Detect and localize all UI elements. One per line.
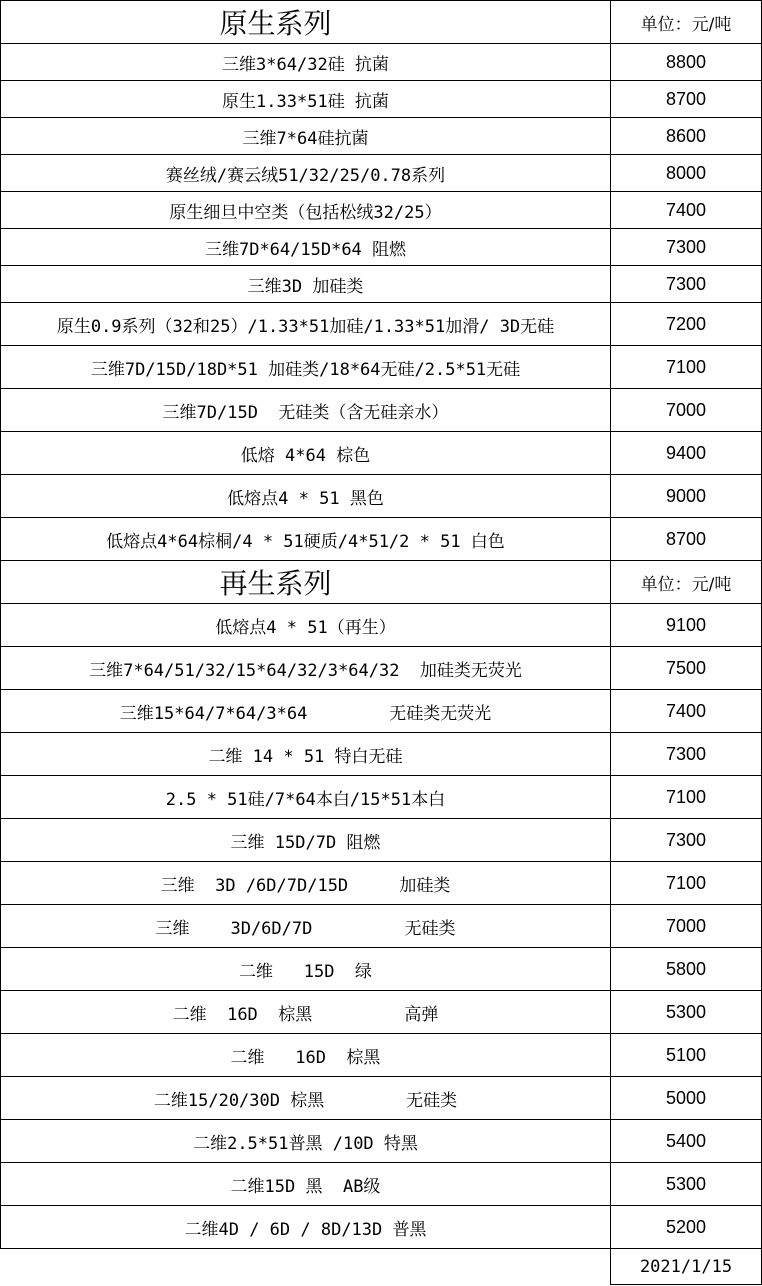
product-price: 8600 (611, 118, 762, 155)
table-row (1, 1034, 762, 1077)
table-row (1, 862, 762, 905)
unit-label: 单位：元/吨 (611, 1, 762, 44)
date-label: 2021/1/15 (611, 1249, 762, 1285)
product-name: 三维3*64/32硅 抗菌 (1, 44, 611, 81)
product-name: 二维 14 * 51 特白无硅 (1, 733, 611, 776)
table-row (1, 518, 762, 561)
product-price: 5200 (611, 1206, 762, 1249)
product-name: 三维7*64/51/32/15*64/32/3*64/32 加硅类无荧光 (1, 647, 611, 690)
product-name: 二维 15D 绿 (1, 948, 611, 991)
table-row (1, 389, 762, 432)
section-header-row (1, 561, 762, 604)
product-name: 三维 15D/7D 阻燃 (1, 819, 611, 862)
product-name: 二维2.5*51普黑 /10D 特黑 (1, 1120, 611, 1163)
product-name: 三维3D 加硅类 (1, 266, 611, 303)
table-row (1, 44, 762, 81)
product-name: 低熔点4 * 51（再生） (1, 604, 611, 647)
product-price: 5000 (611, 1077, 762, 1120)
product-price: 9100 (611, 604, 762, 647)
table-row (1, 948, 762, 991)
table-row (1, 229, 762, 266)
table-row (1, 819, 762, 862)
product-price: 7000 (611, 905, 762, 948)
product-name: 二维4D / 6D / 8D/13D 普黑 (1, 1206, 611, 1249)
product-name: 赛丝绒/赛云绒51/32/25/0.78系列 (1, 155, 611, 192)
table-row (1, 991, 762, 1034)
product-name: 三维15*64/7*64/3*64 无硅类无荧光 (1, 690, 611, 733)
product-price: 5100 (611, 1034, 762, 1077)
product-price: 8800 (611, 44, 762, 81)
product-name: 二维 16D 棕黑 (1, 1034, 611, 1077)
section-title: 原生系列 (1, 1, 611, 44)
product-price: 5800 (611, 948, 762, 991)
product-name: 低熔点4*64棕桐/4 * 51硬质/4*51/2 * 51 白色 (1, 518, 611, 561)
table-row (1, 475, 762, 518)
table-row (1, 1163, 762, 1206)
product-price: 7300 (611, 229, 762, 266)
product-name: 二维15/20/30D 棕黑 无硅类 (1, 1077, 611, 1120)
table-row (1, 1206, 762, 1249)
footer-blank (1, 1249, 611, 1285)
product-price: 5300 (611, 1163, 762, 1206)
product-name: 三维7D*64/15D*64 阻燃 (1, 229, 611, 266)
product-price: 7000 (611, 389, 762, 432)
table-row (1, 432, 762, 475)
product-price: 8700 (611, 81, 762, 118)
product-price: 5300 (611, 991, 762, 1034)
product-name: 三维 3D /6D/7D/15D 加硅类 (1, 862, 611, 905)
table-row (1, 266, 762, 303)
product-name: 三维 3D/6D/7D 无硅类 (1, 905, 611, 948)
product-name: 原生1.33*51硅 抗菌 (1, 81, 611, 118)
footer-row (1, 1249, 762, 1285)
product-name: 原生0.9系列（32和25）/1.33*51加硅/1.33*51加滑/ 3D无硅 (1, 303, 611, 346)
table-row (1, 647, 762, 690)
product-price: 7100 (611, 776, 762, 819)
table-row (1, 303, 762, 346)
table-row (1, 1120, 762, 1163)
product-price: 7100 (611, 346, 762, 389)
product-price: 8000 (611, 155, 762, 192)
product-name: 三维7*64硅抗菌 (1, 118, 611, 155)
product-price: 7400 (611, 192, 762, 229)
product-price: 7100 (611, 862, 762, 905)
product-price: 8700 (611, 518, 762, 561)
table-row (1, 776, 762, 819)
product-name: 原生细旦中空类（包括松绒32/25） (1, 192, 611, 229)
table-row (1, 118, 762, 155)
product-name: 2.5 * 51硅/7*64本白/15*51本白 (1, 776, 611, 819)
product-price: 7300 (611, 733, 762, 776)
product-name: 低熔 4*64 棕色 (1, 432, 611, 475)
product-price: 7200 (611, 303, 762, 346)
product-price: 9400 (611, 432, 762, 475)
table-row (1, 733, 762, 776)
product-price: 9000 (611, 475, 762, 518)
product-price: 5400 (611, 1120, 762, 1163)
product-name: 二维 16D 棕黑 高弹 (1, 991, 611, 1034)
table-row (1, 192, 762, 229)
product-name: 低熔点4 * 51 黑色 (1, 475, 611, 518)
product-name: 三维7D/15D/18D*51 加硅类/18*64无硅/2.5*51无硅 (1, 346, 611, 389)
product-name: 三维7D/15D 无硅类（含无硅亲水） (1, 389, 611, 432)
table-row (1, 81, 762, 118)
section-title: 再生系列 (1, 561, 611, 604)
section-header-row (1, 1, 762, 44)
product-price: 7500 (611, 647, 762, 690)
product-name: 二维15D 黑 AB级 (1, 1163, 611, 1206)
table-row (1, 1077, 762, 1120)
table-row (1, 155, 762, 192)
table-row (1, 604, 762, 647)
table-row (1, 690, 762, 733)
unit-label: 单位：元/吨 (611, 561, 762, 604)
product-price: 7300 (611, 266, 762, 303)
product-price: 7400 (611, 690, 762, 733)
product-price: 7300 (611, 819, 762, 862)
table-row (1, 905, 762, 948)
table-row (1, 346, 762, 389)
